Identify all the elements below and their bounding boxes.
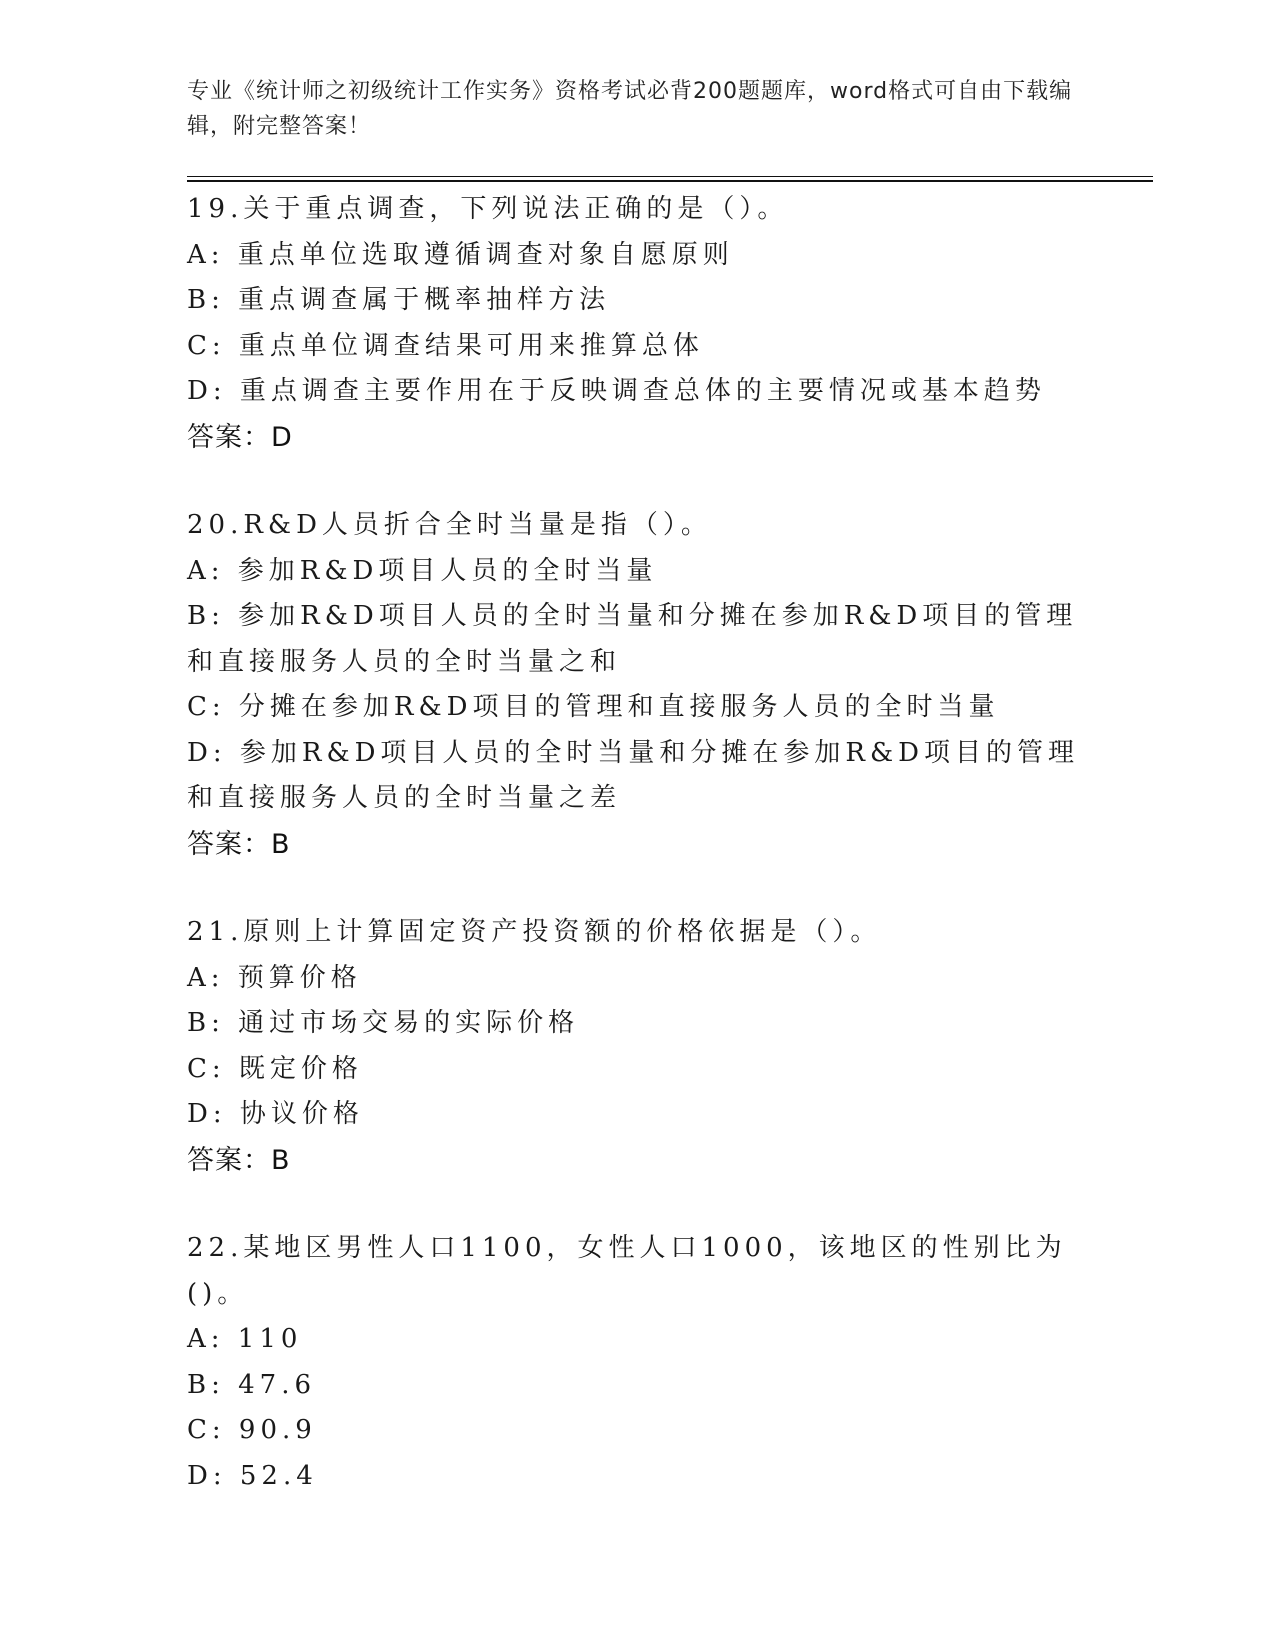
option-d: D: 重点调查主要作用在于反映调查总体的主要情况或基本趋势 [187,376,1046,406]
option-a: A: 参加R&D项目人员的全时当量 [187,555,658,586]
question-stem: 22.某地区男性人口1100，女性人口1000，该地区的性别比为()。 [187,1233,1067,1309]
option-c: C: 重点单位调查结果可用来推算总体 [187,330,704,361]
question-list [187,187,1087,1542]
option-a: A: 预算价格 [187,962,362,993]
option-a: A: 重点单位选取遵循调查对象自愿原则 [187,239,734,270]
option-c: C: 既定价格 [187,1053,363,1084]
option-d: D: 52.4 [187,1460,318,1491]
option-b: B: 47.6 [187,1369,317,1400]
header-divider-thick [187,180,1153,182]
option-b: B: 通过市场交易的实际价格 [187,1008,580,1038]
question-stem: 19.关于重点调查，下列说法正确的是（）。 [187,194,789,224]
document-header: 专业《统计师之初级统计工作实务》资格考试必背200题题库，word格式可自由下载编辑，附完整答案！ [187,79,1073,139]
question-stem: 20.R&D人员折合全时当量是指（）。 [187,510,712,540]
answer-line: 答案：B [187,828,291,860]
option-c: C: 分摊在参加R&D项目的管理和直接服务人员的全时当量 [187,692,1000,722]
option-a: A: 110 [187,1324,303,1354]
question-21 [187,910,1087,1183]
header-divider-thin [187,176,1153,177]
question-22 [187,1226,1087,1499]
question-20 [187,503,1087,867]
option-c: C: 90.9 [187,1415,317,1445]
option-b: B: 重点调查属于概率抽样方法 [187,285,611,315]
answer-line: 答案：B [187,1144,291,1176]
option-d: D: 协议价格 [187,1099,364,1129]
option-b: B: 参加R&D项目人员的全时当量和分摊在参加R&D项目的管理和直接服务人员的全时当量之和 [187,601,1078,677]
answer-line: 答案：D [187,421,293,453]
question-stem: 21.原则上计算固定资产投资额的价格依据是（）。 [187,917,882,947]
question-19 [187,187,1087,460]
option-d: D: 参加R&D项目人员的全时当量和分摊在参加R&D项目的管理和直接服务人员的全时当量之差 [187,737,1080,813]
